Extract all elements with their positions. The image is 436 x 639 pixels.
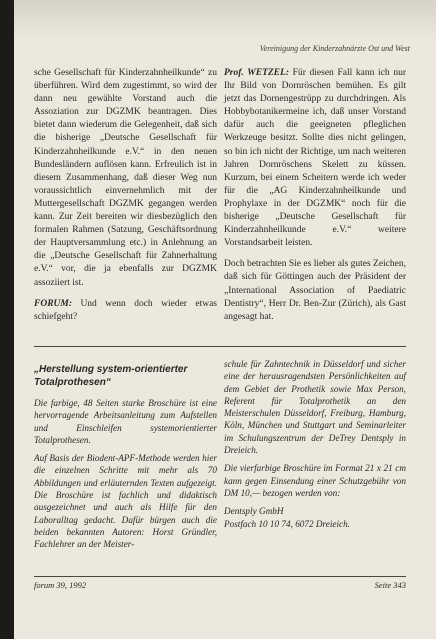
ad-paragraph: Auf Basis der Biodent-APF-Methode werden hier die einzelnen Schritte mit mehr als 70 Abbildungen und erläuternden Texten aufgezeigt. Die Broschüre ist fachlich und didaktisch ausgezeichnet und auch als Hilfe für den Laboralltag gedacht. Dafür bürgen auch die beiden bekannten Autoren: Horst Gründler, Fachlehrer an der Meister- (34, 453, 217, 550)
issue-label: forum 39, 1992 (34, 580, 87, 590)
question-text: Und wenn doch wieder etwas schiefgeht? (34, 298, 217, 322)
ad-paragraph: schule für Zahntechnik in Düsseldorf und sicher eine der herausragendsten Persönlichkeiten auf dem Gebiet der Prothetik sowie Max Person, Referent für Totalprothetik an den Meisterschulen Düsseldorf, Freiburg, Hamburg, Köln, München und Stuttgart und Seminarleiter im Schulungszentrum der DeTrey Dentsply in Dreieich. (224, 359, 406, 456)
running-header: Vereinigung der Kinderzahnärzte Ost und West (259, 44, 410, 53)
page-number: Seite 343 (374, 580, 406, 590)
section-divider (34, 346, 406, 347)
ad-title: „Herstellung system-orientierter Totalprothesen“ (34, 364, 188, 388)
answer-label: Prof. WETZEL: (224, 68, 289, 78)
ad-column-left (34, 358, 217, 557)
ad-paragraph: Die farbige, 48 Seiten starke Broschüre ist eine hervorragende Arbeitsanleitung zum Aufstellen und Einschleifen systemorientierter Totalprothesen. (34, 398, 217, 445)
ad-paragraph: Die vierfarbige Broschüre im Format 21 x 21 cm kann gegen Einsendung einer Schutzgebühr von DM 10,— bezogen werden von: (224, 463, 406, 498)
forum-question (34, 298, 217, 324)
interview-paragraph-closing: Doch betrachten Sie es lieber als gutes Zeichen, daß sich für Göttingen auch der Präsident der „International Association of Paediatric Dentistry“, Herr Dr. Ben-Zur (Zürich), als Gast angesagt hat. (224, 259, 407, 322)
magazine-page (14, 0, 436, 639)
ad-address-line: Postfach 10 10 74, 6072 Dreieich. (224, 518, 350, 529)
interview-paragraph: sche Gesellschaft für Kinderzahnheilkunde“ zu überführen. Wird dem zugestimmt, so wird der dann neu gewählte Vorstand auch die Assoziation zur DGZMK beantragen. Dies bietet dann wiederum die Gelegenheit, daß sich die bisherige „Deutsche Gesellschaft für Kinderzahnheilkunde e.V.“ in den neuen Bundesländern auflösen kann. Erfreulich ist in diesem Zusammenhang, daß dieser Weg nun voraussichtlich einvernehmlich mit der Muttergesellschaft DGZMK gegangen werden kann. Zur Zeit bereiten wir diesbezüglich den formalen Rahmen (Satzung, Geschäftsordnung der Hauptversammlung etc.) in Anlehnung an die „Deutsche Gesellschaft für Zahnerhaltung e.V.“ vor, die ja ebenfalls zur DGZMK assoziiert ist. (34, 68, 217, 288)
question-label: FORUM: (34, 298, 73, 309)
interview-column-left (34, 67, 217, 332)
ad-column-right (224, 358, 406, 530)
wetzel-answer (224, 67, 406, 250)
interview-column-right (224, 67, 406, 332)
footer-rule (34, 576, 406, 577)
ad-address-line: Dentsply GmbH (224, 506, 284, 517)
answer-text: Für diesen Fall kann ich nur Ihr Bild von Dornröschen bemühen. Es gilt jetzt das Dornengestrüpp zu durchdringen. Als Hobbybotanikermeine ich, daß unser Vorstand dafür auch die geeigneten pfleglichen Werkzeuge besitzt. Sollte dies nicht gelingen, so bin ich nicht der Richtige, um nach weiteren Jahren Dornröschens Skelett zu küssen. Kurzum, bei einem Scheitern werde ich weder für die „AG Kinderzahnheilkunde und Prophylaxe in der DGZMK“ noch für die bisherige „Deutsche Gesellschaft für Kinderzahnheilkunde e.V.“ weitere Vorstandsarbeit leisten. (224, 68, 406, 249)
